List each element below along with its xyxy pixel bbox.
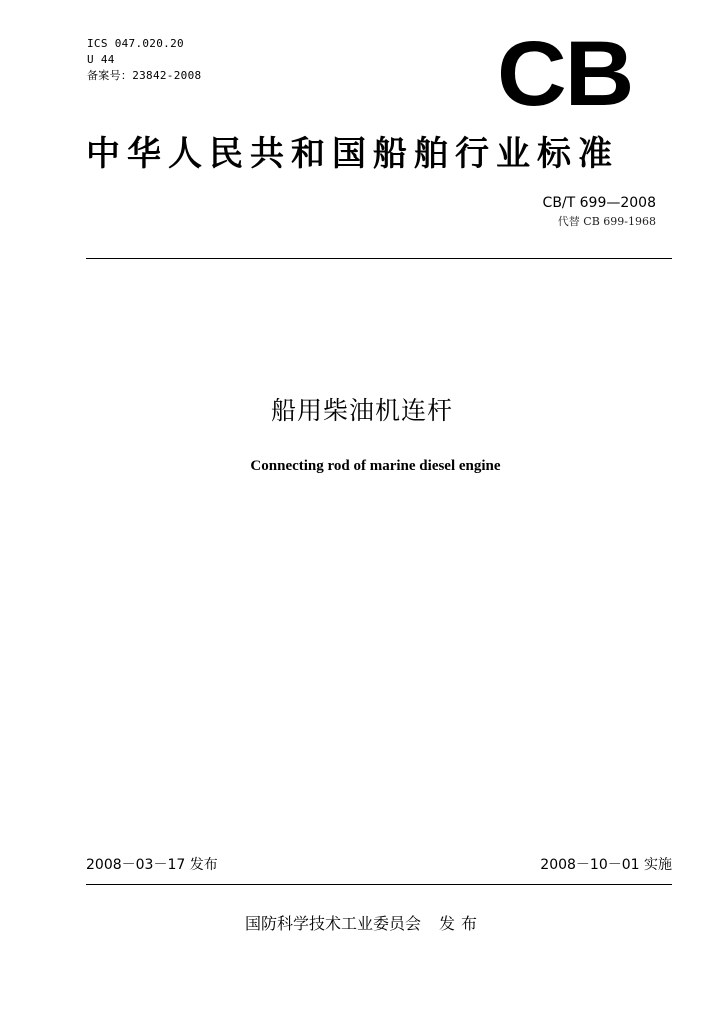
- implementation-date: 2008－10－01 实施: [540, 857, 672, 873]
- replaces-standard: 代替 CB 699-1968: [557, 215, 656, 228]
- publisher-name: 国防科学技术工业委员会: [245, 914, 422, 933]
- publisher-action: 发布: [439, 914, 484, 933]
- bottom-divider: [86, 884, 672, 885]
- filing-number: 备案号：23842-2008: [87, 69, 202, 82]
- document-title-english: Connecting rod of marine diesel engine: [250, 458, 501, 474]
- issue-date: 2008－03－17 发布: [86, 857, 218, 873]
- standard-title: 中华人民共和国船舶行业标准: [86, 134, 619, 174]
- ics-code: ICS 047.020.20: [87, 37, 184, 50]
- top-divider: [86, 258, 672, 259]
- document-title-chinese: 船用柴油机连杆: [270, 396, 453, 425]
- cb-logo: CB: [497, 23, 633, 125]
- publisher: [245, 913, 483, 935]
- ccs-code: U 44: [87, 53, 115, 66]
- standard-number: CB/T 699—2008: [542, 195, 656, 211]
